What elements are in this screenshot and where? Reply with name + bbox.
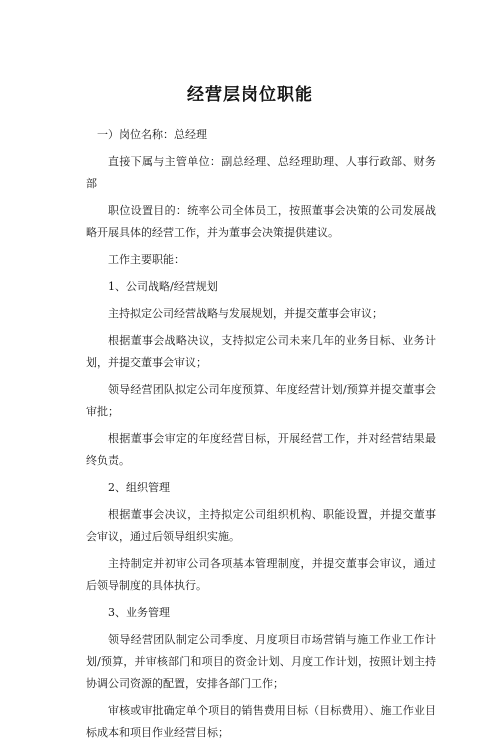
paragraph-position-name: 一）岗位名称：总经理	[97, 128, 207, 141]
paragraph-strategy-2: 根据董事会战略决议，支持拟定公司未来几年的业务目标、业务计划，并提交董事会审议；	[86, 334, 436, 369]
paragraph-strategy-1: 主持拟定公司经营战略与发展规划，并提交董事会审议；	[108, 307, 383, 320]
document-title: 经营层岗位职能	[187, 85, 313, 105]
section-heading-strategy: 1、公司战略/经营规划	[108, 280, 218, 293]
paragraph-subordinates: 直接下属与主管单位：副总经理、总经理助理、人事行政部、财务部	[86, 155, 436, 190]
paragraph-business-2: 审核或审批确定单个项目的销售费用目标（目标费用）、施工作业目标成本和项目作业经营目标；	[86, 704, 436, 739]
section-heading-organization: 2、组织管理	[108, 481, 170, 494]
paragraph-position-purpose: 职位设置目的：统率公司全体员工，按照董事会决策的公司发展战略开展具体的经营工作，并为董事会决策提供建议。	[86, 204, 436, 239]
paragraph-strategy-3: 领导经营团队拟定公司年度预算、年度经营计划/预算并提交董事会审批；	[86, 383, 436, 418]
paragraph-main-functions-heading: 工作主要职能：	[108, 253, 185, 266]
paragraph-organization-2: 主持制定并初审公司各项基本管理制度，并提交董事会审议，通过后领导制度的具体执行。	[86, 557, 436, 592]
paragraph-business-1: 领导经营团队制定公司季度、月度项目市场营销与施工作业工作计划/预算，并审核部门和项目的资金计划、月度工作计划，按照计划主持协调公司资源的配置，安排各部门工作；	[86, 633, 436, 690]
document-body	[86, 124, 436, 749]
paragraph-strategy-4: 根据董事会审定的年度经营目标，开展经营工作，并对经营结果最终负责。	[86, 432, 436, 467]
section-heading-business: 3、业务管理	[108, 606, 170, 619]
paragraph-organization-1: 根据董事会决议，主持拟定公司组织机构、职能设置，并提交董事会审议，通过后领导组织实施。	[86, 508, 436, 543]
